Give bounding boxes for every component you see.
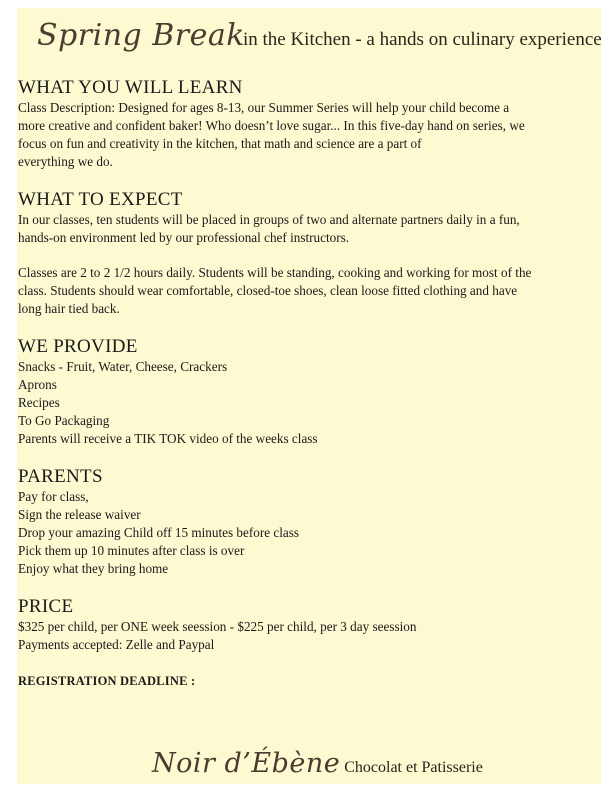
spacer bbox=[18, 448, 601, 466]
payment-line: Payments accepted: Zelle and Paypal bbox=[18, 637, 215, 652]
paragraph-line: class. Students should wear comfortable, closed-toe shoes, clean loose fitted clothing and have bbox=[18, 283, 518, 298]
spacer bbox=[18, 247, 601, 264]
section-we-provide bbox=[18, 336, 601, 448]
section-what-you-will-learn bbox=[18, 77, 601, 171]
list-item: Drop your amazing Child off 15 minutes before class bbox=[18, 525, 300, 540]
list-item: Aprons bbox=[18, 377, 57, 392]
list-item: Enjoy what they bring home bbox=[18, 561, 169, 576]
expect-paragraph-1 bbox=[18, 211, 601, 247]
description-line: everything we do. bbox=[18, 154, 113, 169]
paragraph-line: Classes are 2 to 2 1/2 hours daily. Students will be standing, cooking and working for most of the bbox=[18, 265, 532, 280]
paragraph-line: hands-on environment led by our professional chef instructors. bbox=[18, 230, 350, 245]
list-item: Snacks - Fruit, Water, Cheese, Crackers bbox=[18, 359, 228, 374]
paragraph-line: long hair tied back. bbox=[18, 301, 120, 316]
section-title: PARENTS bbox=[18, 466, 103, 487]
spacer bbox=[18, 318, 601, 336]
section-title: PRICE bbox=[18, 596, 74, 617]
header-subtitle: in the Kitchen - a hands on culinary experience bbox=[242, 29, 602, 50]
list-item: Recipes bbox=[18, 395, 60, 410]
description-line: more creative and confident baker! Who doesn’t love sugar... In this five-day hand on series, we bbox=[18, 118, 525, 133]
description-line: Class Description: Designed for ages 8-13, our Summer Series will help your child become a bbox=[18, 100, 510, 115]
list-item: Parents will receive a TIK TOK video of the weeks class bbox=[18, 431, 318, 446]
flyer-page bbox=[17, 8, 601, 784]
paragraph-line: In our classes, ten students will be placed in groups of two and alternate partners daily in a fun, bbox=[18, 212, 520, 227]
spacer bbox=[18, 171, 601, 189]
class-description bbox=[18, 99, 601, 171]
section-title: WHAT TO EXPECT bbox=[18, 189, 183, 210]
brand-tagline: Chocolat et Patisserie bbox=[344, 759, 483, 776]
flyer-content bbox=[18, 77, 601, 690]
registration-deadline: REGISTRATION DEADLINE : bbox=[18, 674, 196, 688]
price-line: $325 per child, per ONE week seession - $225 per child, per 3 day seession bbox=[18, 619, 417, 634]
section-parents bbox=[18, 466, 601, 578]
spacer bbox=[18, 578, 601, 596]
provide-list bbox=[18, 358, 601, 448]
list-item: Sign the release waiver bbox=[18, 507, 141, 522]
expect-paragraph-2 bbox=[18, 264, 601, 318]
flyer-header bbox=[37, 18, 602, 68]
price-list bbox=[18, 618, 601, 654]
brand-script-name: Noir d’Ébène bbox=[152, 748, 341, 779]
brand-footer bbox=[152, 748, 602, 779]
section-title: WE PROVIDE bbox=[18, 336, 138, 357]
section-what-to-expect bbox=[18, 189, 601, 318]
section-price bbox=[18, 596, 601, 654]
spacer bbox=[18, 654, 601, 672]
parents-list bbox=[18, 488, 601, 578]
list-item: Pick them up 10 minutes after class is over bbox=[18, 543, 245, 558]
list-item: Pay for class, bbox=[18, 489, 89, 504]
section-title: WHAT YOU WILL LEARN bbox=[18, 77, 243, 98]
header-script-title: Spring Break bbox=[37, 18, 245, 53]
list-item: To Go Packaging bbox=[18, 413, 110, 428]
description-line: focus on fun and creativity in the kitchen, that math and science are a part of bbox=[18, 136, 422, 151]
